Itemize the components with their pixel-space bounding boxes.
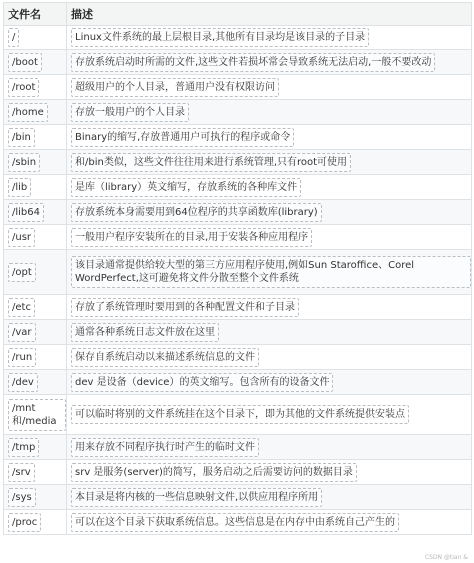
dir-description: 可以临时将别的文件系统挂在这个目录下，即为其他的文件系统提供安装点 [71,405,409,424]
dir-name: /root [8,78,39,97]
dir-name: /opt [8,263,36,282]
dir-description: 用来存放不同程序执行时产生的临时文件 [71,438,259,457]
table-row [4,510,472,535]
table-row [4,75,472,100]
dir-description: 和/bin类似，这些文件往往用来进行系统管理,只有root可使用 [71,153,351,172]
table-row [4,370,472,395]
dir-name: /lib64 [8,203,44,222]
dir-description: 本目录是将内核的一些信息映射文件,以供应用程序所用 [71,488,322,507]
dir-description: 超级用户的个人目录，普通用户没有权限访问 [71,78,279,97]
table-row [4,100,472,125]
dir-description: 存放一般用户的个人目录 [71,103,189,122]
dir-name: / [8,28,19,47]
table-row [4,485,472,510]
table-header-row [4,3,472,26]
table-row [4,175,472,200]
dir-description: 存放了系统管理时要用到的各种配置文件和子目录 [71,298,299,317]
dir-description: dev 是设备（device）的英文缩写。包含所有的设备文件 [71,373,333,392]
dir-description: srv 是服务(server)的简写，服务启动之后需要访问的数据目录 [71,463,357,482]
dir-description: Binary的缩写,存放普通用户可执行的程序或命令 [71,128,294,147]
table-row [4,225,472,250]
dir-name: /boot [8,53,42,72]
dir-description: 保存自系统启动以来描述系统信息的文件 [71,348,259,367]
table-row [4,26,472,50]
table-row [4,200,472,225]
table-row [4,320,472,345]
table-row [4,460,472,485]
dir-description: 该目录通常提供给较大型的第三方应用程序使用,例如Sun Staroffice、Corel WordPerfect,这可避免将文件分散至整个文件系统 [71,256,471,288]
dir-name: /bin [8,128,35,147]
dir-name: /var [8,323,36,342]
dir-description: 存放系统启动时所需的文件,这些文件若损坏常会导致系统无法启动,一般不要改动 [71,53,435,72]
table-row [4,435,472,460]
dir-name: /sbin [8,153,40,172]
header-description: 描述 [67,3,472,26]
dir-name: /proc [8,513,41,532]
dir-description: 可以在这个目录下获取系统信息。这些信息是在内存中由系统自己产生的 [71,513,399,532]
table-row [4,150,472,175]
dir-name: /dev [8,373,38,392]
table-row [4,345,472,370]
header-filename: 文件名 [4,3,67,26]
table-row [4,125,472,150]
dir-description: 通常各种系统日志文件放在这里 [71,323,219,342]
dir-description: Linux文件系统的最上层根目录,其他所有目录均是该目录的子目录 [71,28,369,47]
dir-name: /mnt 和/media [8,399,66,431]
dir-name: /tmp [8,438,39,457]
dir-name: /home [8,103,48,122]
table-row [4,250,472,295]
linux-directory-table [3,2,472,535]
dir-description: 一般用户程序安装所在的目录,用于安装各种应用程序 [71,228,312,247]
dir-name: /run [8,348,36,367]
table-row [4,50,472,75]
table-row [4,295,472,320]
dir-name: /srv [8,463,35,482]
table-row [4,395,472,435]
watermark: CSDN @tian & [424,554,468,561]
dir-description: 存放系统本身需要用到64位程序的共享函数库(library) [71,203,322,222]
dir-description: 是库（library）英文缩写，存放系统的各种库文件 [71,178,301,197]
dir-name: /etc [8,298,35,317]
dir-name: /sys [8,488,36,507]
dir-name: /lib [8,178,31,197]
dir-name: /usr [8,228,35,247]
